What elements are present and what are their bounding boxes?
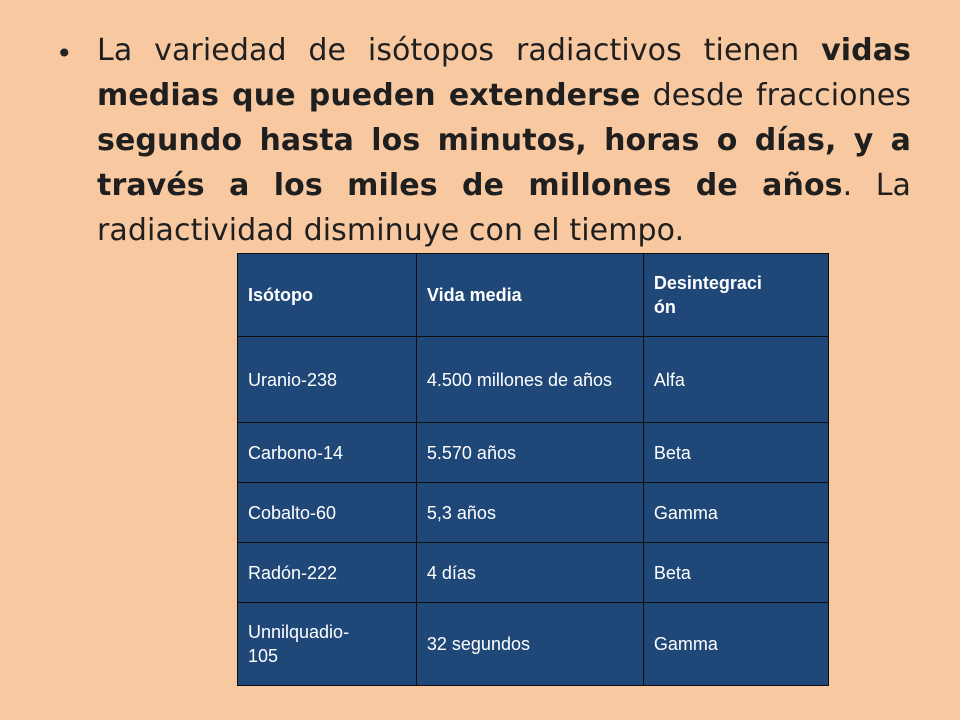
text-run: desde fracciones — [640, 78, 911, 113]
text-run-bold: segundo hasta los minutos, horas o días, y a través a los miles de millones de años — [97, 123, 911, 203]
cell-isotope: Uranio-238 — [238, 337, 417, 423]
cell-decay: Gamma — [643, 483, 828, 543]
table-header-row — [238, 254, 829, 337]
cell-decay: Alfa — [643, 337, 828, 423]
table-row — [238, 337, 829, 423]
cell-half-life: 4.500 millones de años — [416, 337, 643, 423]
text-run-bold: vidas medias que pueden extenderse — [97, 33, 911, 113]
text-run: . La radiactividad disminuye con el tiempo. — [97, 168, 911, 248]
isotope-table — [237, 253, 829, 686]
cell-half-life: 5.570 años — [416, 423, 643, 483]
cell-isotope: Radón-222 — [238, 543, 417, 603]
cell-half-life: 5,3 años — [416, 483, 643, 543]
cell-isotope: Cobalto-60 — [238, 483, 417, 543]
table-row — [238, 603, 829, 686]
text-run: La variedad de isótopos radiactivos tienen — [97, 33, 822, 68]
table-row — [238, 543, 829, 603]
cell-decay: Gamma — [643, 603, 828, 686]
cell-half-life: 32 segundos — [416, 603, 643, 686]
cell-isotope: Carbono-14 — [238, 423, 417, 483]
header-decay: Desintegraci ón — [643, 254, 828, 337]
cell-decay: Beta — [643, 543, 828, 603]
table-row — [238, 483, 829, 543]
cell-decay: Beta — [643, 423, 828, 483]
header-isotope: Isótopo — [238, 254, 417, 337]
bullet-point — [56, 28, 911, 253]
bullet-paragraph — [97, 28, 911, 253]
cell-isotope: Unnilquadio- 105 — [238, 603, 417, 686]
bullet-dot-icon: • — [56, 37, 73, 70]
table-row — [238, 423, 829, 483]
cell-half-life: 4 días — [416, 543, 643, 603]
header-half-life: Vida media — [416, 254, 643, 337]
